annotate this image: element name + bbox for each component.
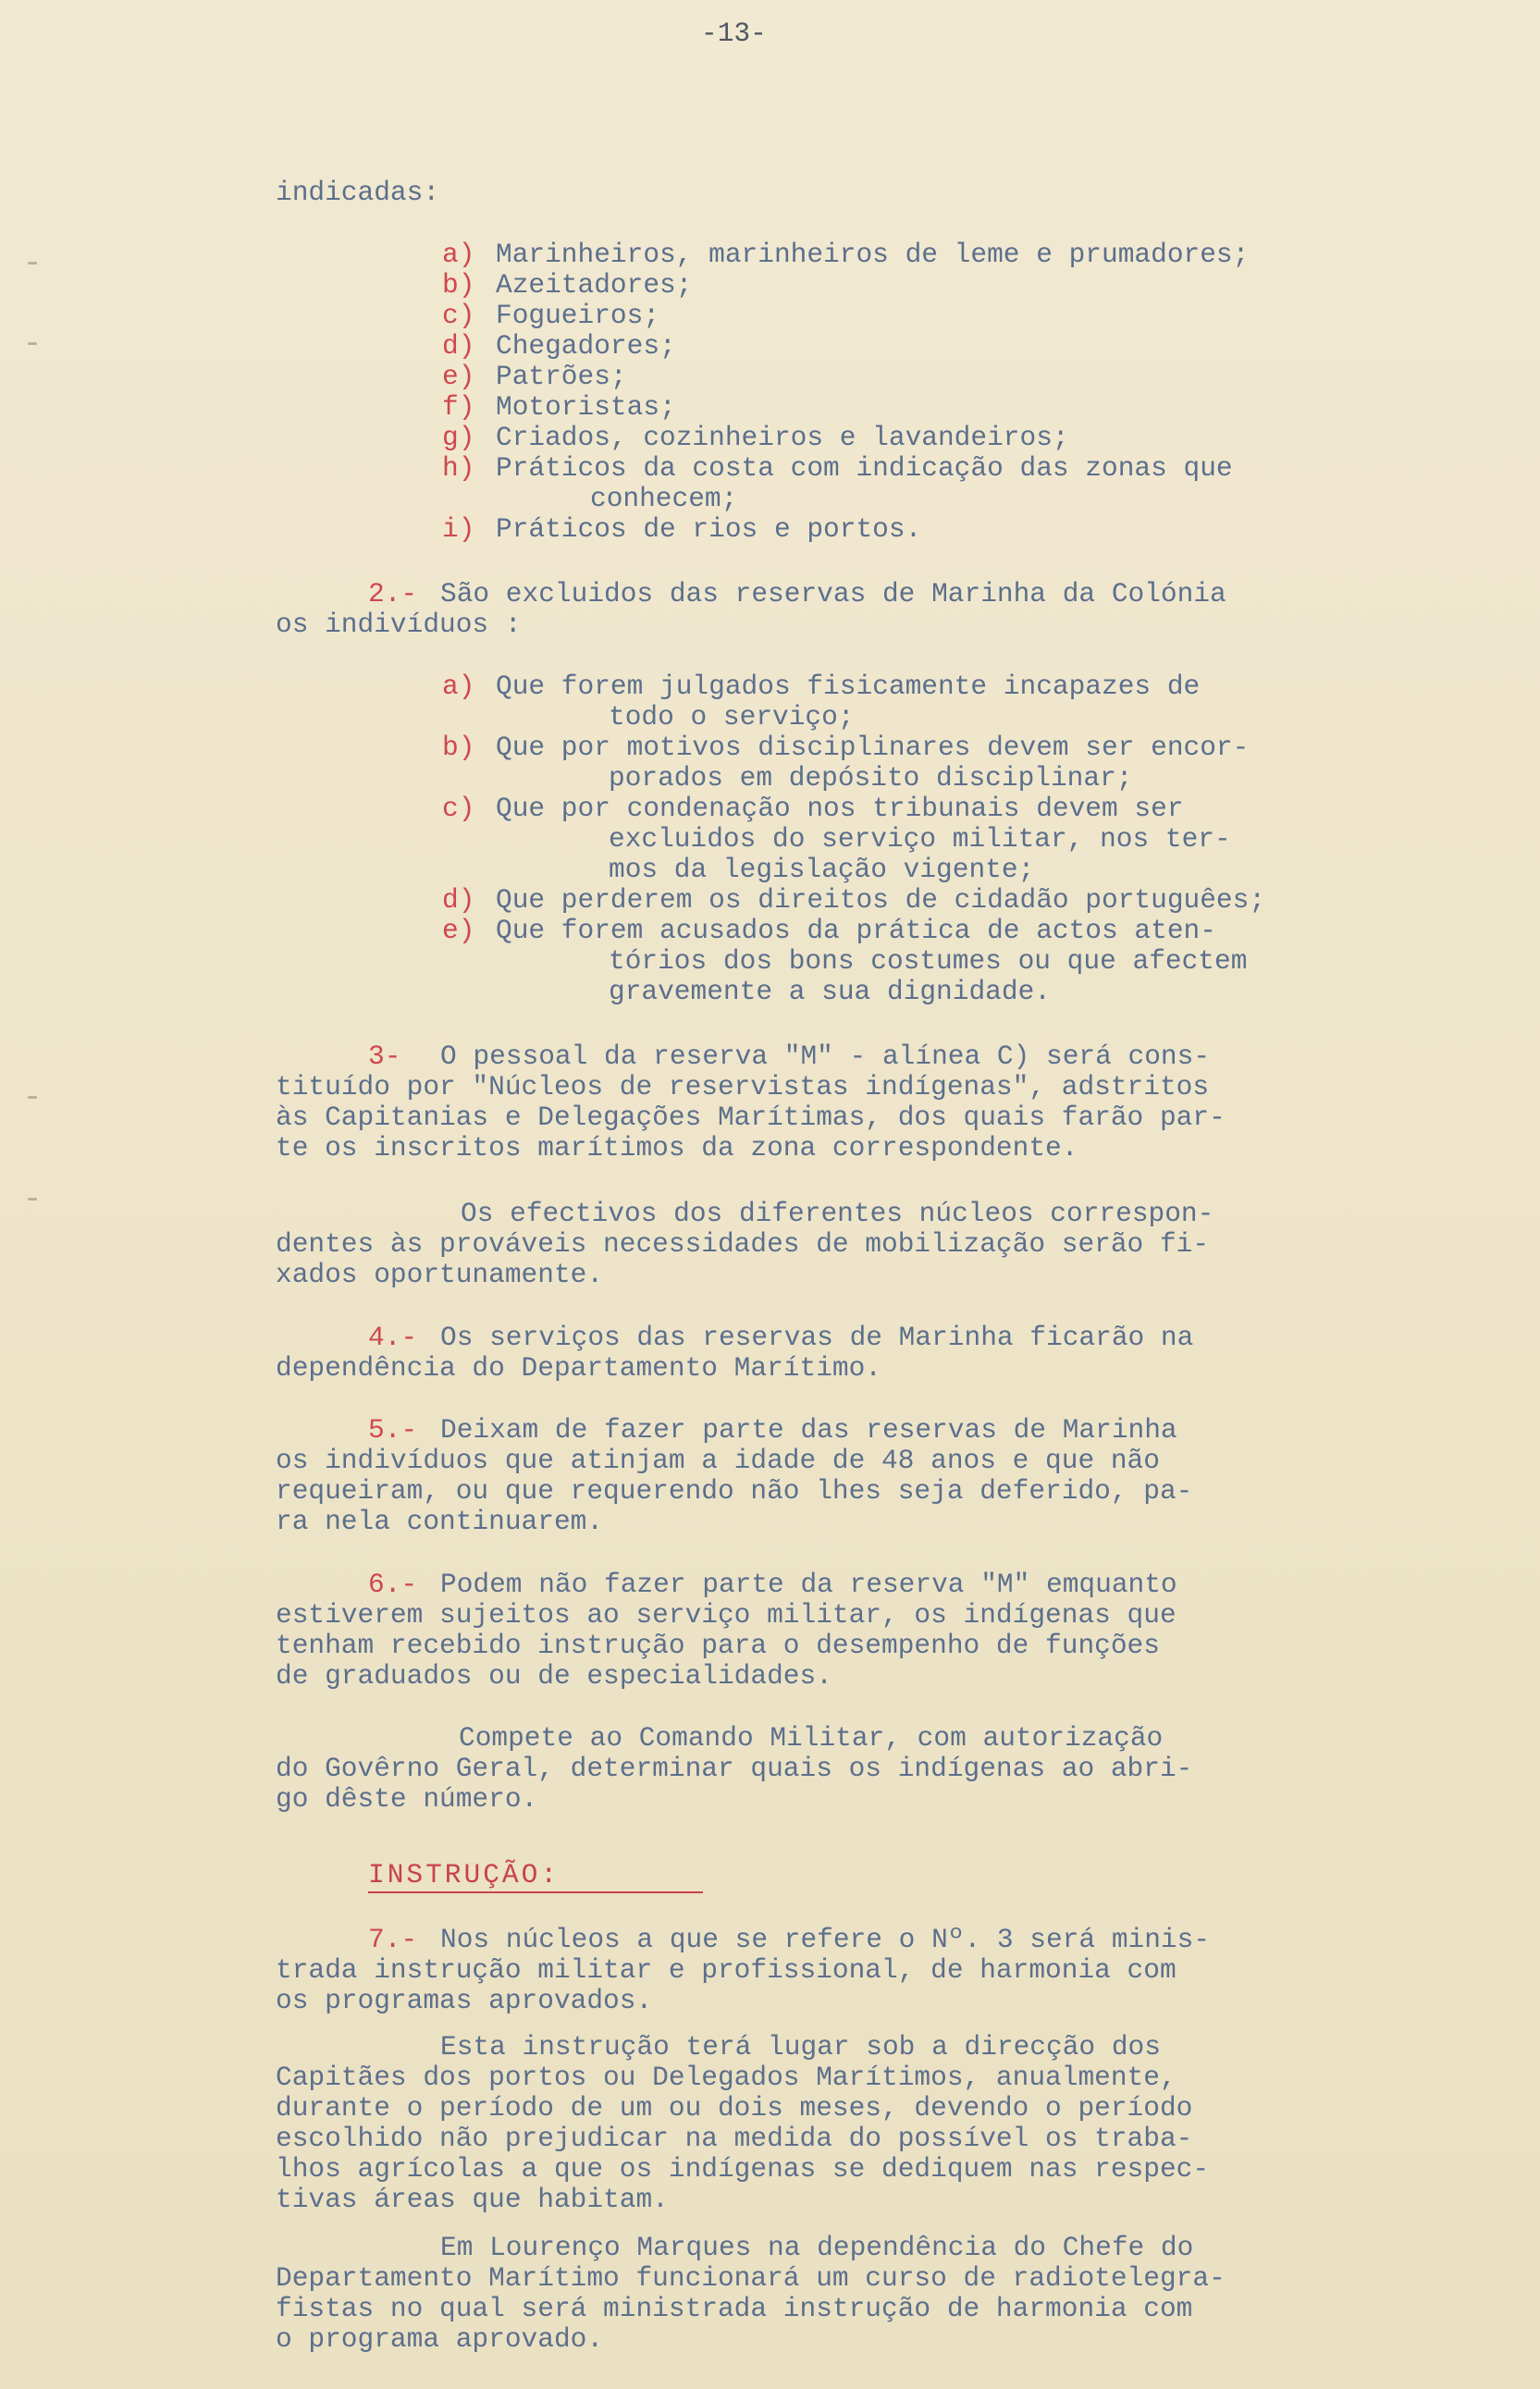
list-marker: d): [442, 330, 475, 362]
paragraph-line: Podem não fazer parte da reserva "M" emquanto: [440, 1569, 1177, 1600]
list-marker: b): [442, 269, 475, 301]
paragraph-line: requeiram, ou que requerendo não lhes seja deferido, pa-: [276, 1475, 1193, 1507]
paragraph-line: Departamento Marítimo funcionará um curso de radiotelegra-: [276, 2262, 1226, 2294]
paragraph-line: tivas áreas que habitam.: [276, 2184, 669, 2215]
paragraph-line: Compete ao Comando Militar, com autorização: [459, 1722, 1164, 1754]
list-marker: d): [442, 884, 475, 916]
list-item: Criados, cozinheiros e lavandeiros;: [496, 422, 1069, 453]
section-heading: INSTRUÇÃO:: [368, 1859, 561, 1890]
paragraph-line: Nos núcleos a que se refere o Nº. 3 será minis-: [440, 1924, 1211, 1955]
paragraph-line: tituído por "Núcleos de reservistas indígenas", adstritos: [276, 1071, 1210, 1102]
paragraph-number: 2.-: [368, 578, 418, 610]
list-item-continuation: todo o serviço;: [609, 701, 855, 733]
paragraph-line: Em Lourenço Marques na dependência do Chefe do: [440, 2232, 1194, 2263]
list-marker: a): [442, 239, 475, 270]
binding-mark: [28, 1198, 37, 1201]
binding-mark: [28, 342, 37, 345]
paragraph-line: Os efectivos dos diferentes núcleos correspon-: [461, 1198, 1214, 1229]
paragraph-line: xados oportunamente.: [276, 1259, 604, 1290]
paragraph-number: 7.-: [368, 1924, 418, 1955]
list-item: Fogueiros;: [496, 300, 660, 331]
list-item: Motoristas;: [496, 391, 676, 423]
paragraph-line: te os inscritos marítimos da zona correspondente.: [276, 1132, 1078, 1164]
list-item: Marinheiros, marinheiros de leme e prumadores;: [496, 239, 1250, 270]
paragraph-line: Esta instrução terá lugar sob a direcção dos: [440, 2031, 1161, 2063]
list-item: Que por motivos disciplinares devem ser encor-: [496, 732, 1250, 763]
paragraph-line: Deixam de fazer parte das reservas de Marinha: [440, 1414, 1177, 1446]
paragraph-line: trada instrução militar e profissional, de harmonia com: [276, 1954, 1177, 1986]
list-item: Patrões;: [496, 361, 627, 392]
list-marker: f): [442, 391, 475, 423]
paragraph-line: lhos agrícolas a que os indígenas se dediquem nas respec-: [276, 2153, 1210, 2185]
intro-line: indicadas:: [276, 177, 440, 208]
list-item: Que forem acusados da prática de actos aten-: [496, 915, 1216, 946]
paragraph-line: escolhido não prejudicar na medida do possível os traba-: [276, 2123, 1193, 2154]
paragraph-line: durante o período de um ou dois meses, devendo o período: [276, 2092, 1193, 2124]
paragraph-line: dependência do Departamento Marítimo.: [276, 1352, 882, 1384]
list-marker: h): [442, 452, 475, 484]
list-marker: e): [442, 915, 475, 946]
list-item-continuation: gravemente a sua dignidade.: [609, 976, 1051, 1007]
paragraph-line: ra nela continuarem.: [276, 1506, 604, 1537]
paragraph-line: Capitães dos portos ou Delegados Marítimos, anualmente,: [276, 2062, 1177, 2093]
binding-mark: [28, 1096, 37, 1099]
list-item-continuation: mos da legislação vigente;: [609, 854, 1035, 885]
paragraph-line: do Govêrno Geral, determinar quais os indígenas ao abri-: [276, 1753, 1193, 1784]
binding-mark: [28, 262, 37, 265]
paragraph-line: O pessoal da reserva "M" - alínea C) será cons-: [440, 1041, 1211, 1072]
paragraph-line: os programas aprovados.: [276, 1985, 653, 2016]
paragraph-line: os indivíduos :: [276, 609, 522, 640]
paragraph-number: 6.-: [368, 1569, 418, 1600]
paragraph-line: Os serviços das reservas de Marinha ficarão na: [440, 1322, 1194, 1353]
paragraph-number: 5.-: [368, 1414, 418, 1446]
paragraph-line: fistas no qual será ministrada instrução de harmonia com: [276, 2293, 1193, 2324]
heading-underline: [368, 1891, 703, 1893]
paragraph-line: go dêste número.: [276, 1783, 538, 1815]
list-marker: c): [442, 300, 475, 331]
list-marker: a): [442, 671, 475, 702]
list-marker: g): [442, 422, 475, 453]
list-marker: i): [442, 513, 475, 545]
paragraph-line: estiverem sujeitos ao serviço militar, os indígenas que: [276, 1599, 1177, 1631]
list-item: Que por condenação nos tribunais devem ser: [496, 793, 1184, 824]
paragraph-line: dentes às prováveis necessidades de mobilização serão fi-: [276, 1228, 1210, 1260]
paragraph-number: 4.-: [368, 1322, 418, 1353]
paragraph-line: São excluidos das reservas de Marinha da Colónia: [440, 578, 1226, 610]
list-item: Práticos da costa com indicação das zonas que: [496, 452, 1233, 484]
list-marker: b): [442, 732, 475, 763]
list-item-continuation: tórios dos bons costumes ou que afectem: [609, 945, 1248, 977]
list-marker: e): [442, 361, 475, 392]
paragraph-line: o programa aprovado.: [276, 2323, 604, 2355]
list-item-continuation: conhecem;: [590, 483, 738, 514]
paragraph-line: às Capitanias e Delegações Marítimas, dos quais farão par-: [276, 1102, 1226, 1133]
paragraph-line: de graduados ou de especialidades.: [276, 1660, 832, 1692]
page-number: -13-: [701, 18, 767, 49]
list-marker: c): [442, 793, 475, 824]
list-item: Que forem julgados fisicamente incapazes de: [496, 671, 1201, 702]
paragraph-number: 3-: [368, 1041, 401, 1072]
paragraph-line: os indivíduos que atinjam a idade de 48 anos e que não: [276, 1445, 1160, 1476]
list-item: Que perderem os direitos de cidadão portuguêes;: [496, 884, 1266, 916]
list-item: Chegadores;: [496, 330, 676, 362]
list-item: Azeitadores;: [496, 269, 693, 301]
list-item-continuation: excluidos do serviço militar, nos ter-: [609, 823, 1231, 855]
list-item-continuation: porados em depósito disciplinar;: [609, 762, 1133, 794]
paragraph-line: tenham recebido instrução para o desempenho de funções: [276, 1630, 1160, 1661]
list-item: Práticos de rios e portos.: [496, 513, 922, 545]
